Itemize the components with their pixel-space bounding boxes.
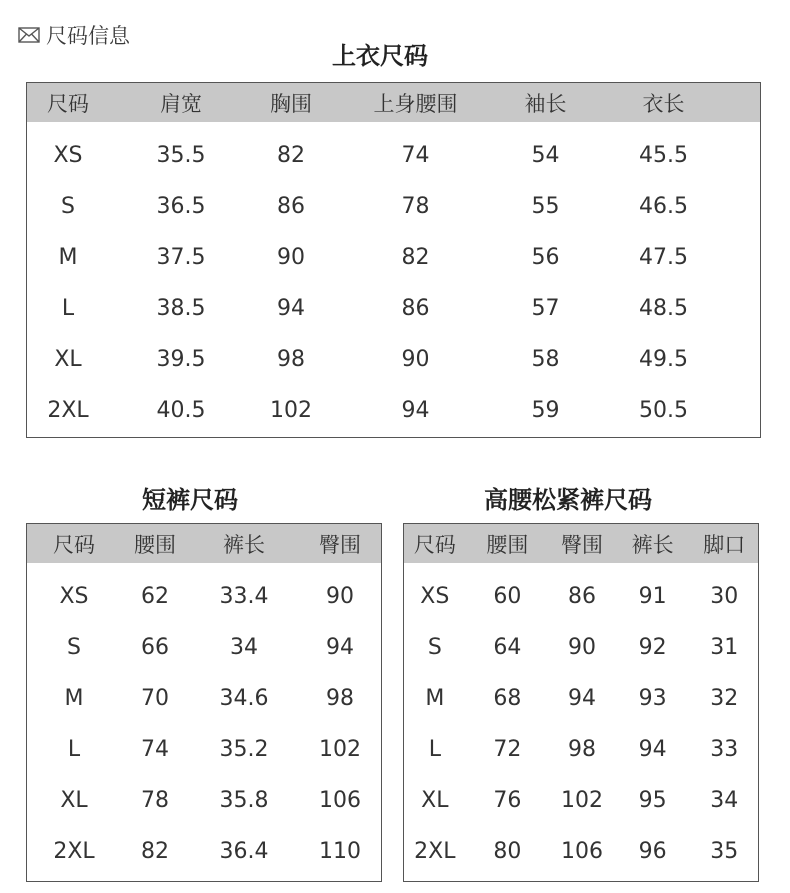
top-size-table <box>26 82 761 438</box>
table-cell: 106 <box>319 788 361 813</box>
table-cell: XL <box>421 788 449 813</box>
table-cell: 91 <box>638 584 667 609</box>
table-cell: 60 <box>493 584 522 609</box>
table-cell: XS <box>59 584 89 609</box>
column-header: 腰围 <box>486 532 529 557</box>
table-cell: 35.2 <box>219 737 269 762</box>
table-cell: 96 <box>638 839 667 864</box>
column-header: 臀围 <box>561 532 603 557</box>
table-cell: 94 <box>326 635 354 660</box>
table-cell: 86 <box>568 584 596 609</box>
high-waist-pants-size-table <box>403 523 759 882</box>
column-header: 臀围 <box>319 532 361 557</box>
table-cell: 78 <box>401 194 430 219</box>
column-header: 袖长 <box>524 91 567 116</box>
table-cell: L <box>67 737 81 762</box>
table-cell: XS <box>420 584 450 609</box>
pants-table-title: 高腰松紧裤尺码 <box>484 486 652 514</box>
table-row <box>404 622 758 673</box>
table-cell: 33 <box>710 737 739 762</box>
table-cell: XS <box>53 143 83 168</box>
table-cell: 34 <box>710 788 739 813</box>
table-cell: 36.5 <box>156 194 206 219</box>
table-cell: 68 <box>493 686 522 711</box>
table-cell: L <box>428 737 441 762</box>
column-header: 尺码 <box>47 91 89 116</box>
table-row <box>27 232 760 283</box>
table-cell: 37.5 <box>156 245 206 270</box>
table-cell: 90 <box>401 347 430 372</box>
table-row <box>404 775 758 826</box>
table-cell: 70 <box>141 686 169 711</box>
table-cell: S <box>427 635 442 660</box>
table-cell: 98 <box>277 347 305 372</box>
table-cell: 90 <box>277 245 305 270</box>
envelope-icon <box>18 27 40 43</box>
table-cell: 102 <box>561 788 603 813</box>
table-cell: 58 <box>531 347 560 372</box>
table-cell: 31 <box>710 635 739 660</box>
table-cell: 74 <box>401 143 430 168</box>
table-cell: 2XL <box>47 398 89 423</box>
table-cell: XL <box>54 347 82 372</box>
table-cell: 55 <box>531 194 560 219</box>
table-cell: 54 <box>531 143 560 168</box>
column-header: 脚口 <box>703 532 746 557</box>
column-header: 上身腰围 <box>373 91 458 116</box>
table-row <box>27 385 760 436</box>
table-cell: 62 <box>141 584 169 609</box>
table-cell: 34 <box>230 635 258 660</box>
table-cell: 34.6 <box>219 686 269 711</box>
size-info-header <box>18 20 130 50</box>
table-row <box>27 775 381 826</box>
table-cell: 35 <box>710 839 739 864</box>
table-row <box>27 622 381 673</box>
table-cell: 59 <box>531 398 560 423</box>
table-cell: 86 <box>401 296 430 321</box>
table-cell: 40.5 <box>156 398 206 423</box>
table-cell: 98 <box>568 737 596 762</box>
table-cell: 49.5 <box>639 347 688 372</box>
table-cell: 36.4 <box>219 839 269 864</box>
table-row <box>404 571 758 622</box>
table-cell: 93 <box>638 686 667 711</box>
top-table-title: 上衣尺码 <box>332 42 428 70</box>
table-cell: 32 <box>710 686 739 711</box>
table-cell: 74 <box>141 737 169 762</box>
table-header-row <box>404 524 758 563</box>
table-row <box>404 826 758 877</box>
table-cell: 46.5 <box>639 194 688 219</box>
table-body <box>27 122 760 436</box>
shorts-table-title: 短裤尺码 <box>142 486 238 514</box>
table-cell: 30 <box>710 584 739 609</box>
column-header: 裤长 <box>631 532 674 557</box>
table-row <box>27 334 760 385</box>
table-body <box>27 563 381 877</box>
table-row <box>27 283 760 334</box>
table-cell: 98 <box>326 686 354 711</box>
table-cell: 92 <box>638 635 667 660</box>
column-header: 肩宽 <box>160 91 202 116</box>
table-cell: 80 <box>493 839 522 864</box>
table-row <box>27 571 381 622</box>
column-header: 胸围 <box>270 91 312 116</box>
table-cell: 82 <box>401 245 430 270</box>
table-row <box>404 673 758 724</box>
table-cell: S <box>67 635 81 660</box>
table-cell: 86 <box>277 194 305 219</box>
table-cell: 94 <box>401 398 430 423</box>
table-cell: 94 <box>277 296 305 321</box>
table-cell: 66 <box>141 635 169 660</box>
size-info-label: 尺码信息 <box>46 24 130 48</box>
table-row <box>27 826 381 877</box>
table-cell: 48.5 <box>639 296 688 321</box>
table-cell: 76 <box>493 788 522 813</box>
table-cell: 38.5 <box>156 296 206 321</box>
table-row <box>404 724 758 775</box>
table-cell: 94 <box>638 737 667 762</box>
table-cell: 39.5 <box>156 347 206 372</box>
column-header: 尺码 <box>413 532 456 557</box>
table-cell: 2XL <box>53 839 95 864</box>
table-cell: XL <box>60 788 88 813</box>
shorts-size-table <box>26 523 382 882</box>
table-cell: 78 <box>141 788 169 813</box>
table-cell: 95 <box>638 788 667 813</box>
table-cell: 64 <box>493 635 522 660</box>
table-cell: 90 <box>326 584 354 609</box>
table-cell: 2XL <box>414 839 456 864</box>
table-row <box>27 673 381 724</box>
table-cell: 106 <box>561 839 603 864</box>
table-row <box>27 130 760 181</box>
table-cell: 50.5 <box>639 398 688 423</box>
table-header-row <box>27 524 381 563</box>
table-header-row <box>27 83 760 122</box>
table-cell: 102 <box>270 398 312 423</box>
table-cell: 72 <box>493 737 522 762</box>
table-cell: 33.4 <box>219 584 269 609</box>
table-cell: 56 <box>531 245 560 270</box>
column-header: 尺码 <box>53 532 95 557</box>
column-header: 衣长 <box>642 91 685 116</box>
table-cell: M <box>425 686 445 711</box>
table-cell: S <box>61 194 75 219</box>
table-row <box>27 181 760 232</box>
column-header: 腰围 <box>134 532 176 557</box>
table-cell: 35.5 <box>156 143 206 168</box>
table-cell: 45.5 <box>639 143 688 168</box>
table-cell: 82 <box>277 143 305 168</box>
table-cell: 82 <box>141 839 169 864</box>
table-body <box>404 563 758 877</box>
table-cell: 90 <box>568 635 596 660</box>
table-cell: 102 <box>319 737 361 762</box>
table-cell: 47.5 <box>639 245 688 270</box>
table-cell: M <box>64 686 84 711</box>
table-cell: 57 <box>531 296 560 321</box>
table-cell: 110 <box>319 839 361 864</box>
table-row <box>27 724 381 775</box>
table-cell: L <box>61 296 75 321</box>
table-cell: 35.8 <box>219 788 269 813</box>
table-cell: M <box>58 245 78 270</box>
table-cell: 94 <box>568 686 596 711</box>
column-header: 裤长 <box>223 532 265 557</box>
